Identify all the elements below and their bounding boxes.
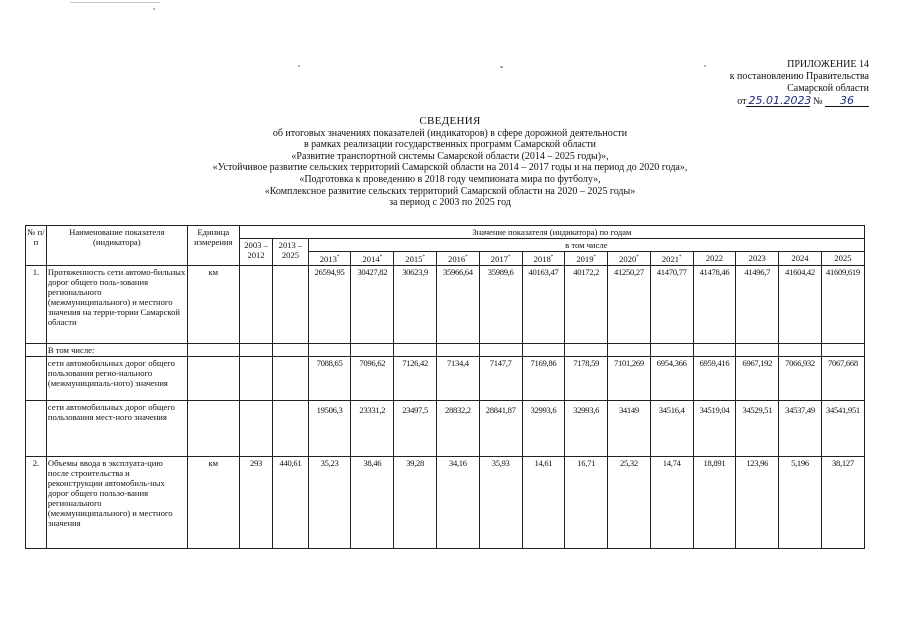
row-value-2022 bbox=[693, 343, 736, 356]
year-label: 2016 bbox=[448, 253, 466, 264]
row-value-2021: 14,74 bbox=[650, 456, 693, 548]
row-value-2014: 30427,82 bbox=[351, 265, 394, 343]
row-value-2018: 40163,47 bbox=[522, 265, 565, 343]
row-value-2022: 34519,04 bbox=[693, 400, 736, 456]
row-value-2020: 34149 bbox=[608, 400, 651, 456]
row-value-2025: 7067,668 bbox=[821, 356, 864, 400]
scan-artifact-line bbox=[70, 2, 160, 3]
row-value-2017: 28841,87 bbox=[479, 400, 522, 456]
row-value-2020: 7101,269 bbox=[608, 356, 651, 400]
header-year-2019 bbox=[565, 252, 608, 266]
row-value-2013 bbox=[308, 343, 351, 356]
row-value-2020: 25,32 bbox=[608, 456, 651, 548]
header-including: в том числе bbox=[308, 239, 864, 252]
row-value-2020 bbox=[608, 343, 651, 356]
row-value-2024 bbox=[779, 343, 822, 356]
row-value-2018: 32993,6 bbox=[522, 400, 565, 456]
row-value-2015: 30623,9 bbox=[394, 265, 437, 343]
row-indicator-name: В том числе: bbox=[46, 343, 187, 356]
indicators-table bbox=[25, 225, 865, 549]
year-label: 2021 bbox=[661, 253, 680, 264]
header-year-2015 bbox=[394, 252, 437, 266]
row-value-2003-2012 bbox=[239, 343, 272, 356]
header-unit: Единица измерения bbox=[187, 226, 239, 266]
row-value-2025: 41609,619 bbox=[821, 265, 864, 343]
row-value-2013: 19506,3 bbox=[308, 400, 351, 456]
year-footnote-mark: * bbox=[336, 255, 340, 260]
year-footnote-mark: * bbox=[593, 255, 597, 260]
row-value-2016 bbox=[437, 343, 480, 356]
row-value-2022: 41478,46 bbox=[693, 265, 736, 343]
row-value-2017: 35,93 bbox=[479, 456, 522, 548]
appendix-block bbox=[730, 59, 869, 108]
row-value-2022: 6959,416 bbox=[693, 356, 736, 400]
row-number bbox=[26, 356, 47, 400]
row-value-2019: 32993,6 bbox=[565, 400, 608, 456]
row-value-2013-2025 bbox=[273, 343, 308, 356]
appendix-decree: к постановлению Правительства bbox=[729, 71, 869, 82]
year-label: 2014 bbox=[362, 253, 380, 264]
year-footnote-mark: * bbox=[636, 255, 639, 260]
table-body bbox=[26, 265, 865, 548]
row-number: 1. bbox=[26, 265, 47, 343]
heading-line: «Подготовка к проведению в 2018 году чемпионата мира по футболу», bbox=[299, 173, 601, 185]
header-values: Значение показателя (индикатора) по годам bbox=[239, 226, 864, 239]
row-indicator-name: сети автомобильных дорог общего пользования регио-нального (межмуниципаль-ного) значения bbox=[46, 356, 187, 400]
row-indicator-name: сети автомобильных дорог общего пользования мест-ного значения bbox=[46, 400, 187, 456]
row-value-2023 bbox=[736, 343, 779, 356]
header-year-2025 bbox=[821, 252, 864, 266]
year-label: 2022 bbox=[705, 253, 724, 263]
year-footnote-mark: * bbox=[422, 255, 425, 260]
row-unit bbox=[187, 343, 239, 356]
year-footnote-mark: * bbox=[379, 255, 383, 260]
header-year-2021 bbox=[650, 252, 693, 266]
document-title: СВЕДЕНИЯ bbox=[419, 115, 481, 127]
handwritten-number: 36 bbox=[825, 95, 869, 107]
header-year-2023 bbox=[736, 252, 779, 266]
row-value-2016: 34,16 bbox=[437, 456, 480, 548]
appendix-region: Самарской области bbox=[787, 83, 869, 94]
row-value-2017: 7147,7 bbox=[479, 356, 522, 400]
row-value-2021 bbox=[650, 343, 693, 356]
row-value-2013: 26594,95 bbox=[308, 265, 351, 343]
year-label: 2017 bbox=[490, 253, 508, 264]
year-footnote-mark: * bbox=[679, 255, 682, 260]
row-number: 2. bbox=[26, 456, 47, 548]
row-value-2015 bbox=[394, 343, 437, 356]
appendix-title: ПРИЛОЖЕНИЕ 14 bbox=[787, 59, 869, 70]
row-value-2016: 7134,4 bbox=[437, 356, 480, 400]
row-value-2018: 7169,86 bbox=[522, 356, 565, 400]
header-year-2022 bbox=[693, 252, 736, 266]
row-value-2017: 35989,6 bbox=[479, 265, 522, 343]
row-value-2024: 7066,932 bbox=[779, 356, 822, 400]
heading-line: в рамках реализации государственных программ Самарской области bbox=[303, 139, 597, 151]
row-value-2015: 23497,5 bbox=[394, 400, 437, 456]
row-unit bbox=[187, 400, 239, 456]
year-footnote-mark: * bbox=[465, 255, 468, 260]
header-year-2016 bbox=[437, 252, 480, 266]
row-value-2003-2012 bbox=[239, 400, 272, 456]
row-value-2003-2012 bbox=[239, 265, 272, 343]
year-footnote-mark: * bbox=[550, 255, 554, 260]
year-label: 2015 bbox=[405, 253, 423, 264]
row-value-2017 bbox=[479, 343, 522, 356]
row-value-2024: 41604,42 bbox=[779, 265, 822, 343]
row-indicator-name: Протяженность сети автомо-бильных дорог общего поль-зования регионального (межмуниципального) и местного значения на терри-тории Самарской области bbox=[46, 265, 187, 343]
table-row bbox=[26, 265, 865, 343]
row-unit: км bbox=[187, 456, 239, 548]
header-period-2003-2012: 2003 – 2012 bbox=[239, 239, 272, 266]
row-value-2024: 34537,49 bbox=[779, 400, 822, 456]
heading-line: «Комплексное развитие сельских территорий Самарской области на 2020 – 2025 годы» bbox=[264, 185, 636, 197]
year-label: 2013 bbox=[319, 253, 337, 264]
row-value-2016: 35966,64 bbox=[437, 265, 480, 343]
row-number bbox=[26, 343, 47, 356]
heading-line: «Устойчивое развитие сельских территорий Самарской области на 2014 – 2017 годы и на период до 2020 года», bbox=[212, 162, 688, 174]
row-value-2013-2025 bbox=[273, 400, 308, 456]
row-value-2013-2025 bbox=[273, 265, 308, 343]
row-value-2019: 7178,59 bbox=[565, 356, 608, 400]
handwritten-date: 25.01.2023 bbox=[748, 94, 812, 107]
scan-speck bbox=[704, 65, 706, 67]
row-value-2018: 14,61 bbox=[522, 456, 565, 548]
year-label: 2019 bbox=[576, 253, 594, 264]
header-year-2018 bbox=[522, 252, 565, 266]
row-value-2021: 6954,366 bbox=[650, 356, 693, 400]
row-value-2020: 41250,27 bbox=[608, 265, 651, 343]
header-year-2017 bbox=[479, 252, 522, 266]
row-value-2021: 34516,4 bbox=[650, 400, 693, 456]
row-value-2025 bbox=[821, 343, 864, 356]
row-value-2003-2012: 293 bbox=[239, 456, 272, 548]
row-value-2014: 38,46 bbox=[351, 456, 394, 548]
row-value-2016: 28832,2 bbox=[437, 400, 480, 456]
heading-line: об итоговых значениях показателей (индикаторов) в сфере дорожной деятельности bbox=[272, 127, 628, 139]
row-value-2024: 5,196 bbox=[779, 456, 822, 548]
header-year-2020 bbox=[608, 252, 651, 266]
row-value-2023: 41496,7 bbox=[736, 265, 779, 343]
heading-line: за период с 2003 по 2025 год bbox=[389, 197, 511, 209]
table-row bbox=[26, 356, 865, 400]
row-unit bbox=[187, 356, 239, 400]
row-value-2015: 7126,42 bbox=[394, 356, 437, 400]
year-label: 2024 bbox=[791, 253, 809, 263]
header-year-2024 bbox=[779, 252, 822, 266]
row-value-2015: 39,28 bbox=[394, 456, 437, 548]
appendix-date-line bbox=[737, 95, 869, 108]
document-heading bbox=[150, 116, 750, 209]
number-prefix: № bbox=[812, 96, 823, 107]
row-value-2013: 7088,65 bbox=[308, 356, 351, 400]
row-value-2013-2025 bbox=[273, 356, 308, 400]
scan-speck bbox=[298, 65, 300, 67]
header-period-2013-2025: 2013 – 2025 bbox=[273, 239, 308, 266]
row-value-2019: 16,71 bbox=[565, 456, 608, 548]
row-value-2013-2025: 440,61 bbox=[273, 456, 308, 548]
table-row bbox=[26, 343, 865, 356]
row-value-2021: 41470,77 bbox=[650, 265, 693, 343]
header-name: Наименование показателя (индикатора) bbox=[46, 226, 187, 266]
row-value-2025: 34541,951 bbox=[821, 400, 864, 456]
row-value-2025: 38,127 bbox=[821, 456, 864, 548]
header-year-2014 bbox=[351, 252, 394, 266]
row-value-2014: 23331,2 bbox=[351, 400, 394, 456]
row-value-2003-2012 bbox=[239, 356, 272, 400]
row-value-2023: 123,96 bbox=[736, 456, 779, 548]
row-unit: км bbox=[187, 265, 239, 343]
row-value-2022: 18,891 bbox=[693, 456, 736, 548]
row-value-2013: 35,23 bbox=[308, 456, 351, 548]
heading-line: «Развитие транспортной системы Самарской области (2014 – 2025 годы)», bbox=[291, 150, 609, 162]
row-value-2019 bbox=[565, 343, 608, 356]
row-value-2014 bbox=[351, 343, 394, 356]
year-label: 2020 bbox=[619, 253, 637, 264]
row-value-2014: 7096,62 bbox=[351, 356, 394, 400]
table-row bbox=[26, 400, 865, 456]
year-label: 2023 bbox=[748, 253, 766, 263]
scan-speck bbox=[153, 8, 155, 10]
row-value-2023: 34529,51 bbox=[736, 400, 779, 456]
row-indicator-name: Объемы ввода в эксплуата-цию после строительства и реконструкции автомобиль-ных дорог общего пользо-вания регионального (межмуниципального) и местного значения bbox=[46, 456, 187, 548]
header-year-2013 bbox=[308, 252, 351, 266]
year-footnote-mark: * bbox=[507, 255, 511, 260]
row-value-2023: 6967,192 bbox=[736, 356, 779, 400]
scan-speck bbox=[500, 66, 503, 68]
date-prefix: от bbox=[737, 96, 747, 107]
year-label: 2025 bbox=[834, 253, 852, 263]
table-row bbox=[26, 456, 865, 548]
row-value-2019: 40172,2 bbox=[565, 265, 608, 343]
row-number bbox=[26, 400, 47, 456]
row-value-2018 bbox=[522, 343, 565, 356]
year-label: 2018 bbox=[533, 253, 551, 264]
header-row bbox=[26, 226, 865, 239]
header-no: № п/п bbox=[26, 226, 47, 266]
